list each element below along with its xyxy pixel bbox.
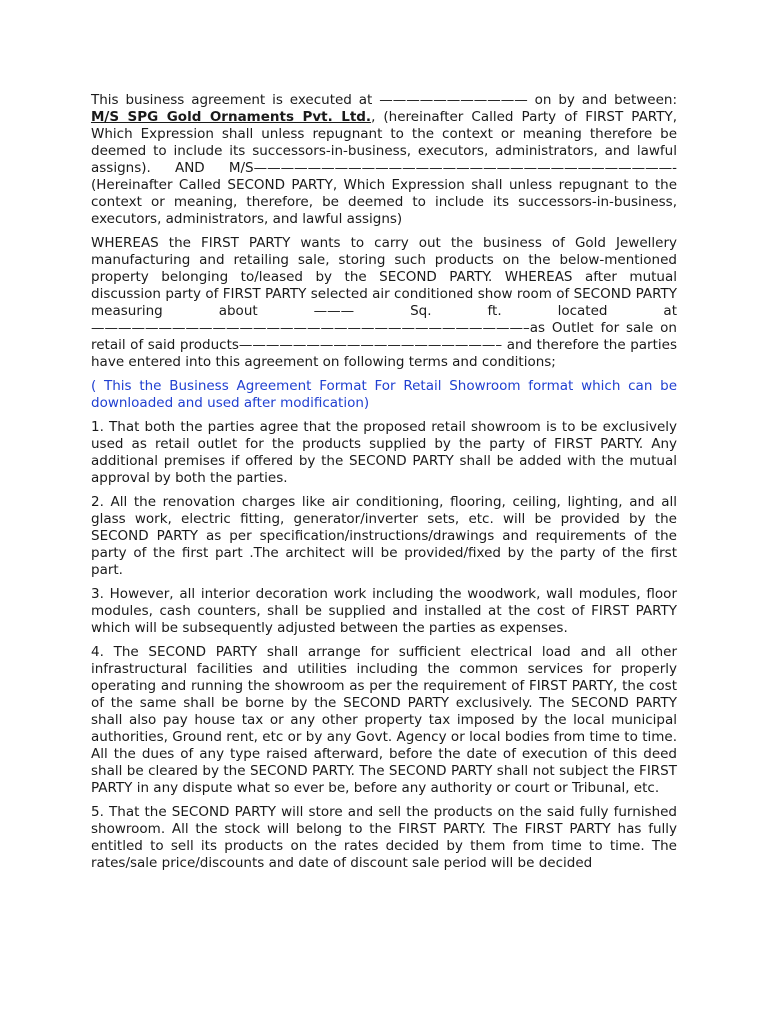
format-note: ( This the Business Agreement Format For Retail Showroom format which can be downloaded and used after modification) bbox=[91, 378, 677, 411]
whereas-paragraph: WHEREAS the FIRST PARTY wants to carry out the business of Gold Jewellery manufacturing and retailing sale, storing such products on the below-mentioned property belonging to/leased by the SECOND PARTY. WHEREAS after mutual discussion party of FIRST PARTY selected air conditioned show room of SECOND PARTY measuring about ——— Sq. ft. located at ————————————————————————————————–as Outlet for sale on retail of said products———————————————————– and therefore the parties have entered into this agreement on following terms and conditions; bbox=[91, 235, 677, 370]
intro-paragraph bbox=[91, 92, 677, 228]
intro-text-end: , (hereinafter Called Party of FIRST PARTY, Which Expression shall unless repugnant to the context or meaning therefore be deemed to include its successors-in-business, executors, administrators, and lawful assigns). AND M/S———————————————————————————————- (Hereinafter Called SECOND PARTY, Which Expression shall unless repugnant to the context or meaning, therefore, be deemed to include its successors-in-business, executors, administrators, and lawful assigns) bbox=[91, 109, 677, 227]
document-page bbox=[91, 92, 677, 879]
clause-1: 1. That both the parties agree that the proposed retail showroom is to be exclusively used as retail outlet for the products supplied by the party of FIRST PARTY. Any additional premises if offered by the SECOND PARTY shall be added with the mutual approval by both the parties. bbox=[91, 419, 677, 486]
first-party-name: M/S SPG Gold Ornaments Pvt. Ltd. bbox=[91, 109, 372, 125]
clause-2: 2. All the renovation charges like air conditioning, flooring, ceiling, lighting, and all glass work, electric fitting, generator/inverter sets, etc. will be provided by the SECOND PARTY as per specification/instructions/drawings and requirements of the party of the first part .The architect will be provided/fixed by the party of the first part. bbox=[91, 494, 677, 578]
clause-4: 4. The SECOND PARTY shall arrange for sufficient electrical load and all other infrastructural facilities and utilities including the common services for properly operating and running the showroom as per the requirement of FIRST PARTY, the cost of the same shall be borne by the SECOND PARTY exclusively. The SECOND PARTY shall also pay house tax or any other property tax imposed by the local municipal authorities, Ground rent, etc or by any Govt. Agency or local bodies from time to time. All the dues of any type raised afterward, before the date of execution of this deed shall be cleared by the SECOND PARTY. The SECOND PARTY shall not subject the FIRST PARTY in any dispute what so ever be, before any authority or court or Tribunal, etc. bbox=[91, 644, 677, 796]
intro-text-start: This business agreement is executed at ——————————— on by and between: bbox=[91, 92, 677, 108]
clause-3: 3. However, all interior decoration work including the woodwork, wall modules, floor modules, cash counters, shall be supplied and installed at the cost of FIRST PARTY which will be subsequently adjusted between the parties as expenses. bbox=[91, 586, 677, 636]
clause-5: 5. That the SECOND PARTY will store and sell the products on the said fully furnished showroom. All the stock will belong to the FIRST PARTY. The FIRST PARTY has fully entitled to sell its products on the rates decided by them from time to time. The rates/sale price/discounts and date of discount sale period will be decided bbox=[91, 804, 677, 871]
